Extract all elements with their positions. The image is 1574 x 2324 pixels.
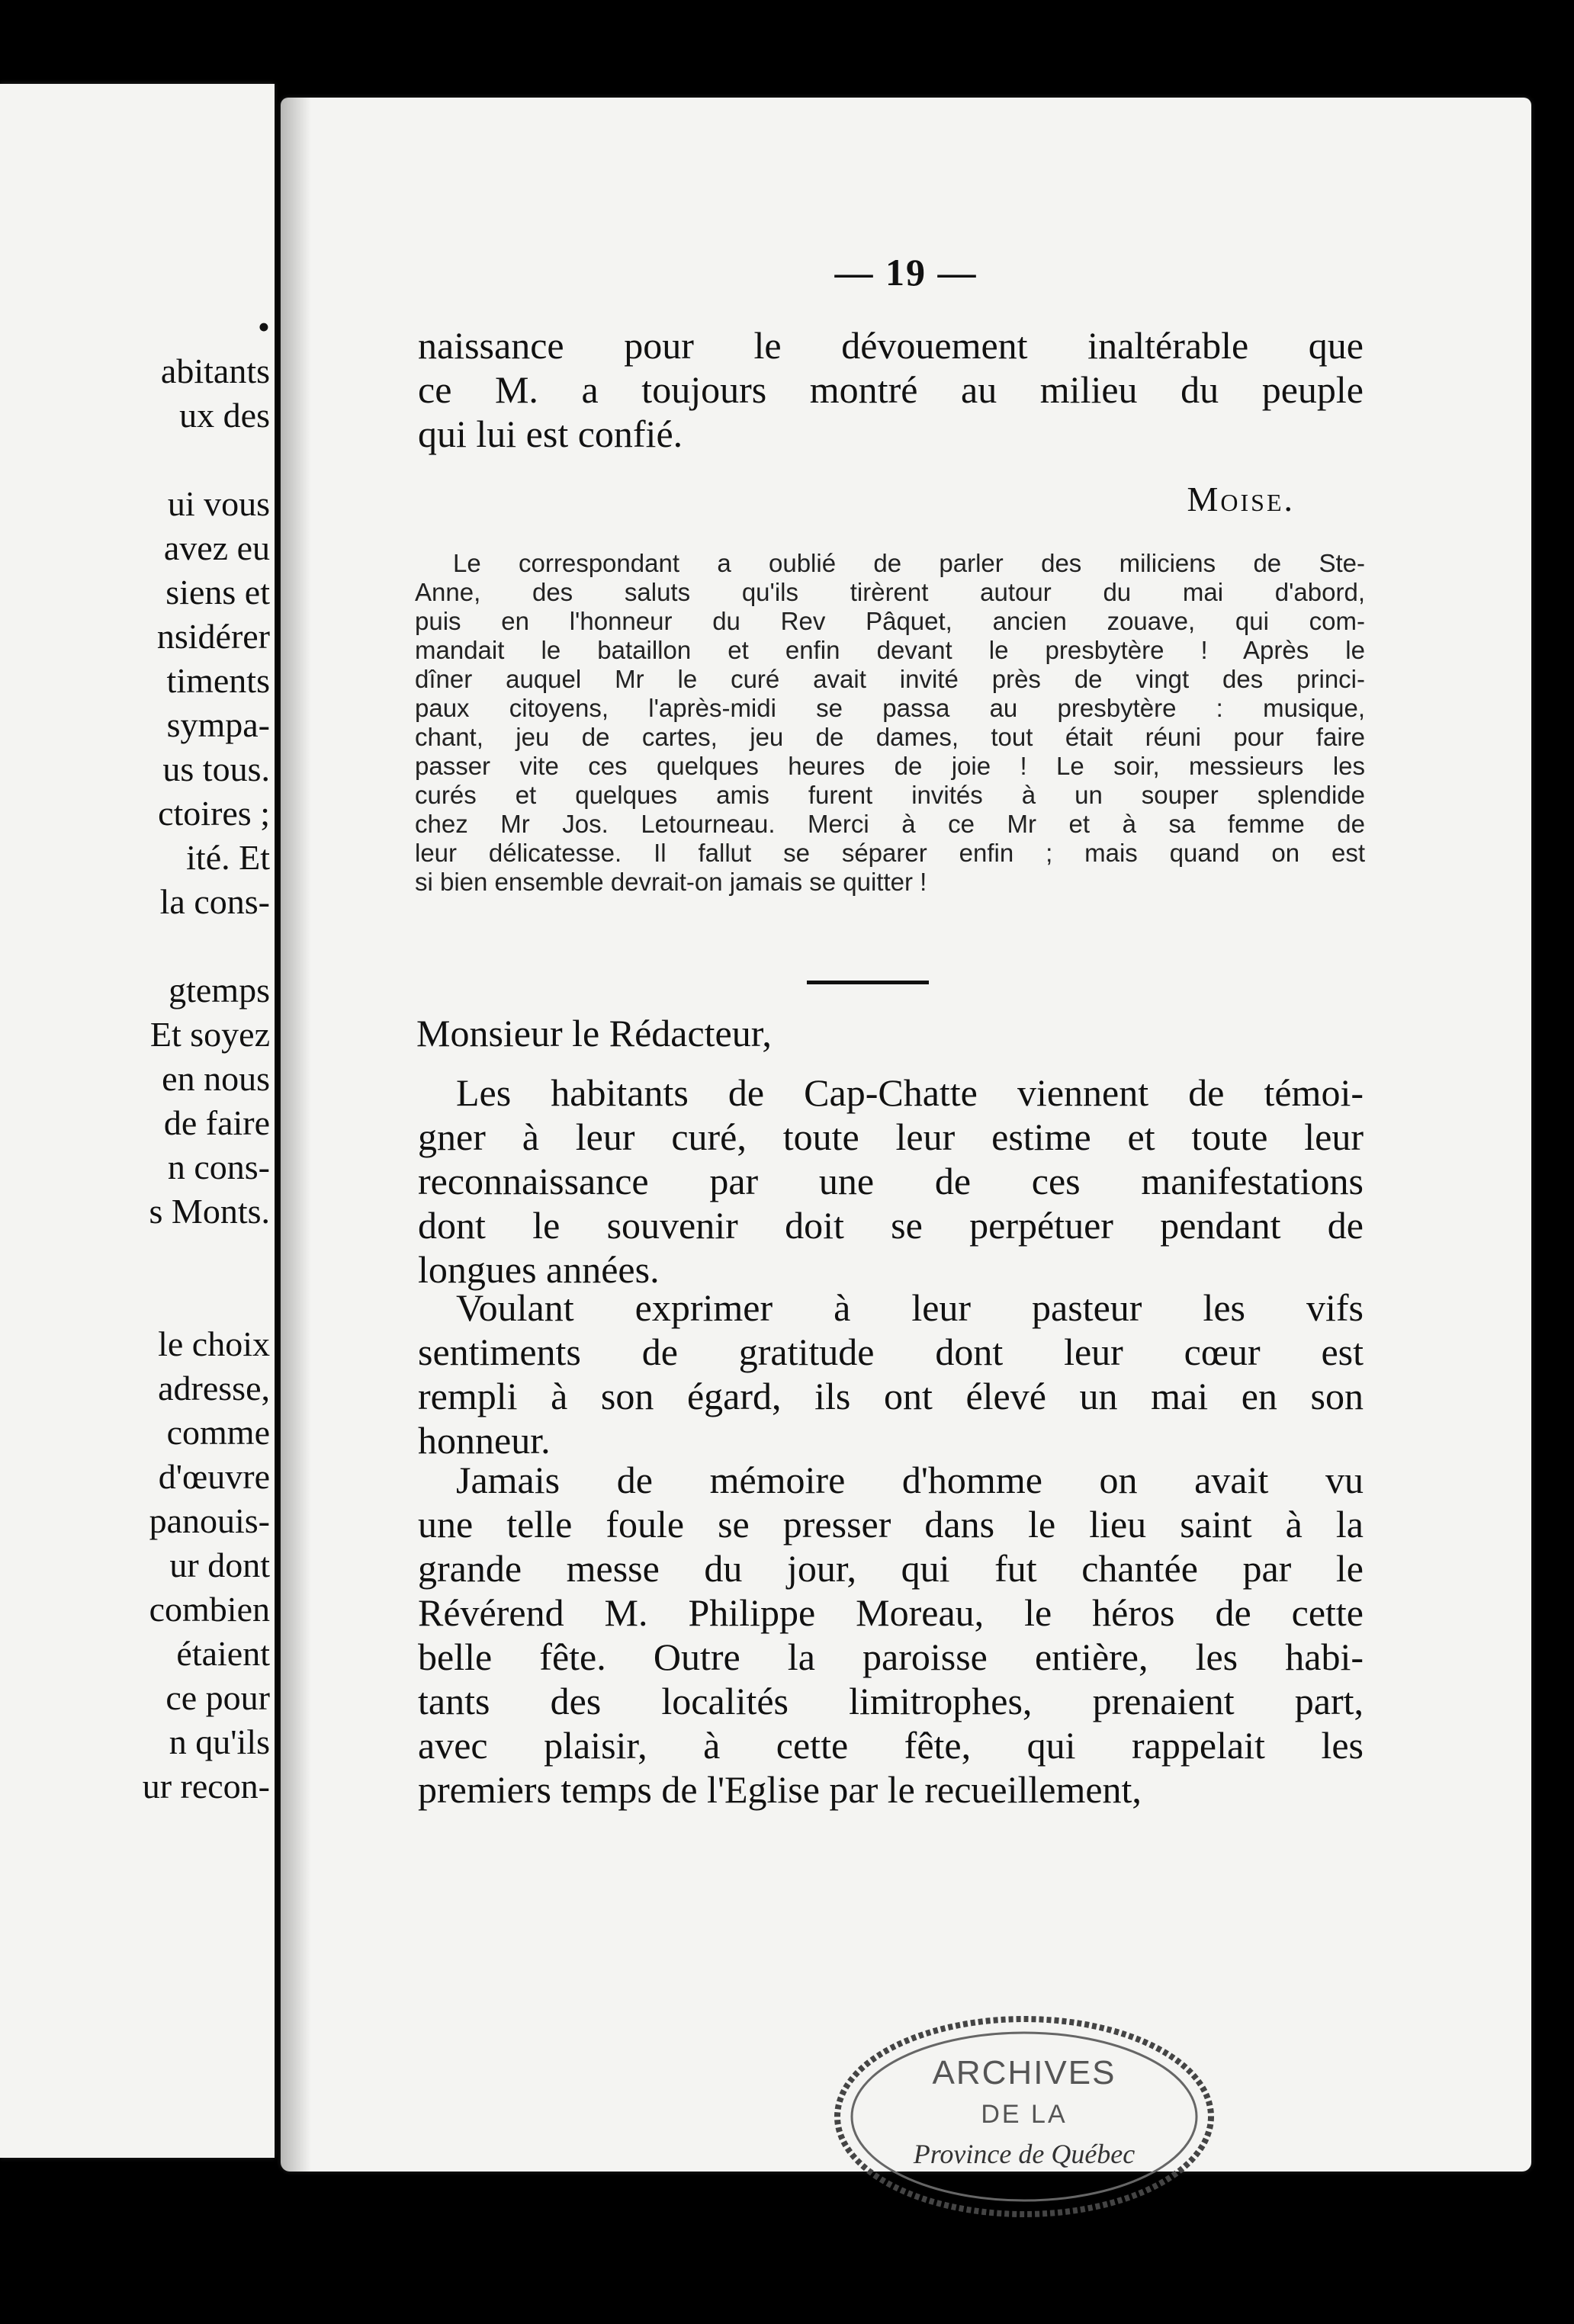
page-number: — 19 —	[834, 251, 978, 294]
left-page-line: n qu'ils	[169, 1722, 270, 1761]
left-page-line: ur recon-	[142, 1767, 270, 1806]
signature: Moise.	[1187, 480, 1295, 518]
paragraph-3-line: Voulant exprimer à leur pasteur les vifs	[456, 1286, 1364, 1329]
left-page-line: d'œuvre	[158, 1457, 270, 1496]
footnote-line: curés et quelques amis furent invités à un souper splendide	[415, 781, 1365, 809]
left-page-line: siens et	[165, 573, 270, 611]
left-page-line: le choix	[158, 1324, 270, 1363]
left-page-line: sympa-	[166, 705, 270, 744]
paragraph-2-line: gner à leur curé, toute leur estime et toute leur	[418, 1115, 1364, 1158]
left-page-line: n cons-	[167, 1148, 270, 1186]
paragraph-4-line: premiers temps de l'Eglise par le recueillement,	[418, 1768, 1142, 1811]
footnote-line: dîner auquel Mr le curé avait invité près de vingt des princi-	[415, 665, 1365, 693]
footnote-line: leur délicatesse. Il fallut se séparer enfin ; mais quand on est	[415, 839, 1365, 867]
paragraph-2-line: Les habitants de Cap-Chatte viennent de témoi-	[456, 1071, 1364, 1114]
footnote-line: puis en l'honneur du Rev Pâquet, ancien zouave, qui com-	[415, 607, 1365, 635]
paragraph-4-line: tants des localités limitrophes, prenaient part,	[418, 1680, 1364, 1722]
left-page-line: panouis-	[149, 1501, 270, 1540]
footnote-line: si bien ensemble devrait-on jamais se quitter !	[415, 868, 927, 896]
left-page-line: la cons-	[159, 882, 270, 921]
paragraph-3-line: honneur.	[418, 1419, 551, 1462]
footnote-line: chez Mr Jos. Letourneau. Merci à ce Mr et à sa femme de	[415, 810, 1365, 838]
left-page-line: Et soyez	[149, 1015, 270, 1054]
paragraph-2-line: dont le souvenir doit se perpétuer pendant de	[418, 1204, 1364, 1247]
footnote	[415, 549, 1365, 897]
left-page-text	[0, 305, 270, 1809]
left-page-line: ui vous	[167, 484, 270, 523]
section-divider	[807, 981, 929, 984]
salutation: Monsieur le Rédacteur,	[416, 1012, 772, 1054]
left-page	[0, 84, 275, 2158]
footnote-line: paux citoyens, l'après-midi se passa au presbytère : musique,	[415, 694, 1365, 722]
paragraph-4-line: une telle foule se presser dans le lieu saint à la	[418, 1503, 1364, 1546]
left-page-line: abitants	[160, 351, 270, 390]
paragraph-2-line: reconnaissance par une de ces manifestations	[418, 1160, 1364, 1202]
paragraph-1-line: ce M. a toujours montré au milieu du peuple	[418, 368, 1364, 411]
left-page-line: us tous.	[162, 750, 270, 788]
stamp-line-3: Province de Québec	[913, 2139, 1136, 2169]
right-page	[281, 98, 1531, 2172]
left-page-line: avez eu	[163, 528, 270, 567]
left-page-line: comme	[166, 1413, 270, 1452]
paragraph-4-line: Jamais de mémoire d'homme on avait vu	[456, 1459, 1364, 1501]
left-page-line: ctoires ;	[158, 794, 270, 833]
left-page-line	[0, 924, 270, 968]
footnote-line: mandait le bataillon et enfin devant le presbytère ! Après le	[415, 636, 1365, 664]
footnote-line: Le correspondant a oublié de parler des miliciens de Ste-	[453, 549, 1365, 577]
left-page-line: gtemps	[169, 971, 270, 1010]
left-page-line: étaient	[176, 1634, 270, 1673]
paragraph-3	[418, 1286, 1364, 1462]
left-page-line	[0, 1278, 270, 1322]
left-page-line: ur dont	[169, 1546, 270, 1584]
left-page-line: nsidérer	[156, 617, 270, 656]
footnote-line: passer vite ces quelques heures de joie ! Le soir, messieurs les	[415, 752, 1365, 780]
footnote-line: Anne, des saluts qu'ils tirèrent autour du mai d'abord,	[415, 578, 1365, 606]
paragraph-3-line: sentiments de gratitude dont leur cœur est	[418, 1331, 1364, 1373]
paragraph-1	[418, 323, 1364, 456]
left-page-line: •	[257, 307, 270, 346]
paragraph-4-line: belle fête. Outre la paroisse entière, les habi-	[418, 1635, 1364, 1678]
paragraph-2	[418, 1071, 1364, 1292]
footnote-line: chant, jeu de cartes, jeu de dames, tout était réuni pour faire	[415, 723, 1365, 751]
left-page-line: ux des	[179, 396, 270, 435]
paragraph-4	[418, 1458, 1364, 1812]
paragraph-1-line: naissance pour le dévouement inaltérable que	[418, 324, 1364, 367]
paragraph-4-line: grande messe du jour, qui fut chantée par le	[418, 1547, 1364, 1590]
paragraph-1-line: qui lui est confié.	[418, 412, 683, 455]
paragraph-2-line: longues années.	[418, 1248, 660, 1291]
left-page-line: s Monts.	[149, 1192, 270, 1231]
stamp-line-2: DE LA	[981, 2100, 1068, 2129]
left-page-line: timents	[166, 661, 270, 700]
left-page-line: ité. Et	[186, 838, 270, 877]
paragraph-4-line: Révérend M. Philippe Moreau, le héros de cette	[418, 1591, 1364, 1634]
paragraph-3-line: rempli à son égard, ils ont élevé un mai en son	[418, 1375, 1364, 1417]
page-fold-shadow	[281, 98, 311, 2172]
left-page-line	[0, 438, 270, 482]
left-page-line: de faire	[163, 1103, 270, 1142]
left-page-line: en nous	[162, 1059, 270, 1098]
archives-stamp	[830, 2010, 1219, 2223]
left-page-line: ce pour	[165, 1678, 270, 1717]
paragraph-4-line: avec plaisir, à cette fête, qui rappelait les	[418, 1724, 1364, 1767]
left-page-line: adresse,	[158, 1369, 270, 1408]
left-page-line: combien	[149, 1590, 270, 1629]
left-page-line	[0, 1234, 270, 1278]
stamp-line-1: ARCHIVES	[932, 2054, 1116, 2091]
